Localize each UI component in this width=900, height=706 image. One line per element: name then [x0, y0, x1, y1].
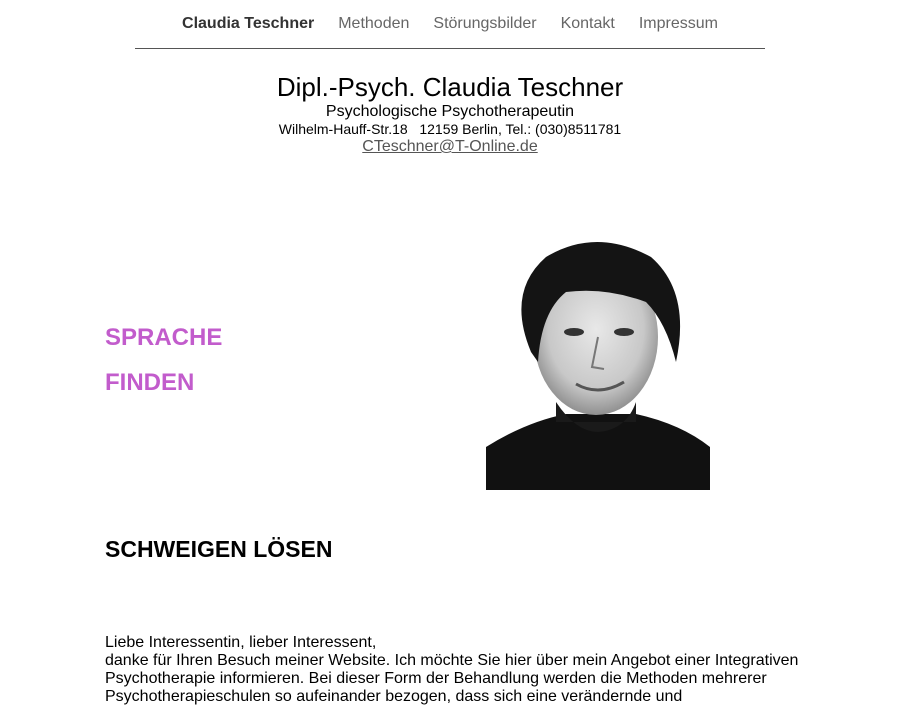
page-title: Dipl.-Psych. Claudia Teschner — [276, 72, 624, 102]
slogan-line-1: SPRACHE — [105, 324, 223, 351]
nav-methoden[interactable]: Methoden — [338, 15, 410, 32]
address: Wilhelm-Hauff-Str.18 12159 Berlin, Tel.: (030)8511781 — [278, 121, 622, 137]
intro-paragraph: danke für Ihren Besuch meiner Website. Ich möchte Sie hier über mein Angebot einer Integrativen Psychotherapie informieren. Bei dieser Form der Behandlung werden die Methoden mehrerer Psychotherapieschulen so aufeinander bezogen, dass sich eine verändernde und — [105, 652, 799, 705]
intro-text — [105, 634, 805, 706]
top-navigation — [135, 0, 765, 49]
nav-impressum[interactable]: Impressum — [638, 15, 718, 32]
page-header — [0, 72, 900, 156]
slogan-line-2: FINDEN — [105, 369, 195, 396]
nav-home[interactable]: Claudia Teschner — [182, 15, 315, 32]
email-link[interactable]: CTeschner@T-Online.de — [362, 138, 538, 155]
section-heading: SCHWEIGEN LÖSEN — [105, 536, 333, 562]
portrait-photo — [486, 232, 710, 490]
page-subtitle: Psychologische Psychotherapeutin — [325, 103, 575, 120]
greeting: Liebe Interessentin, lieber Interessent, — [105, 634, 377, 651]
nav-kontakt[interactable]: Kontakt — [560, 15, 615, 32]
nav-stoerungsbilder[interactable]: Störungsbilder — [433, 15, 537, 32]
